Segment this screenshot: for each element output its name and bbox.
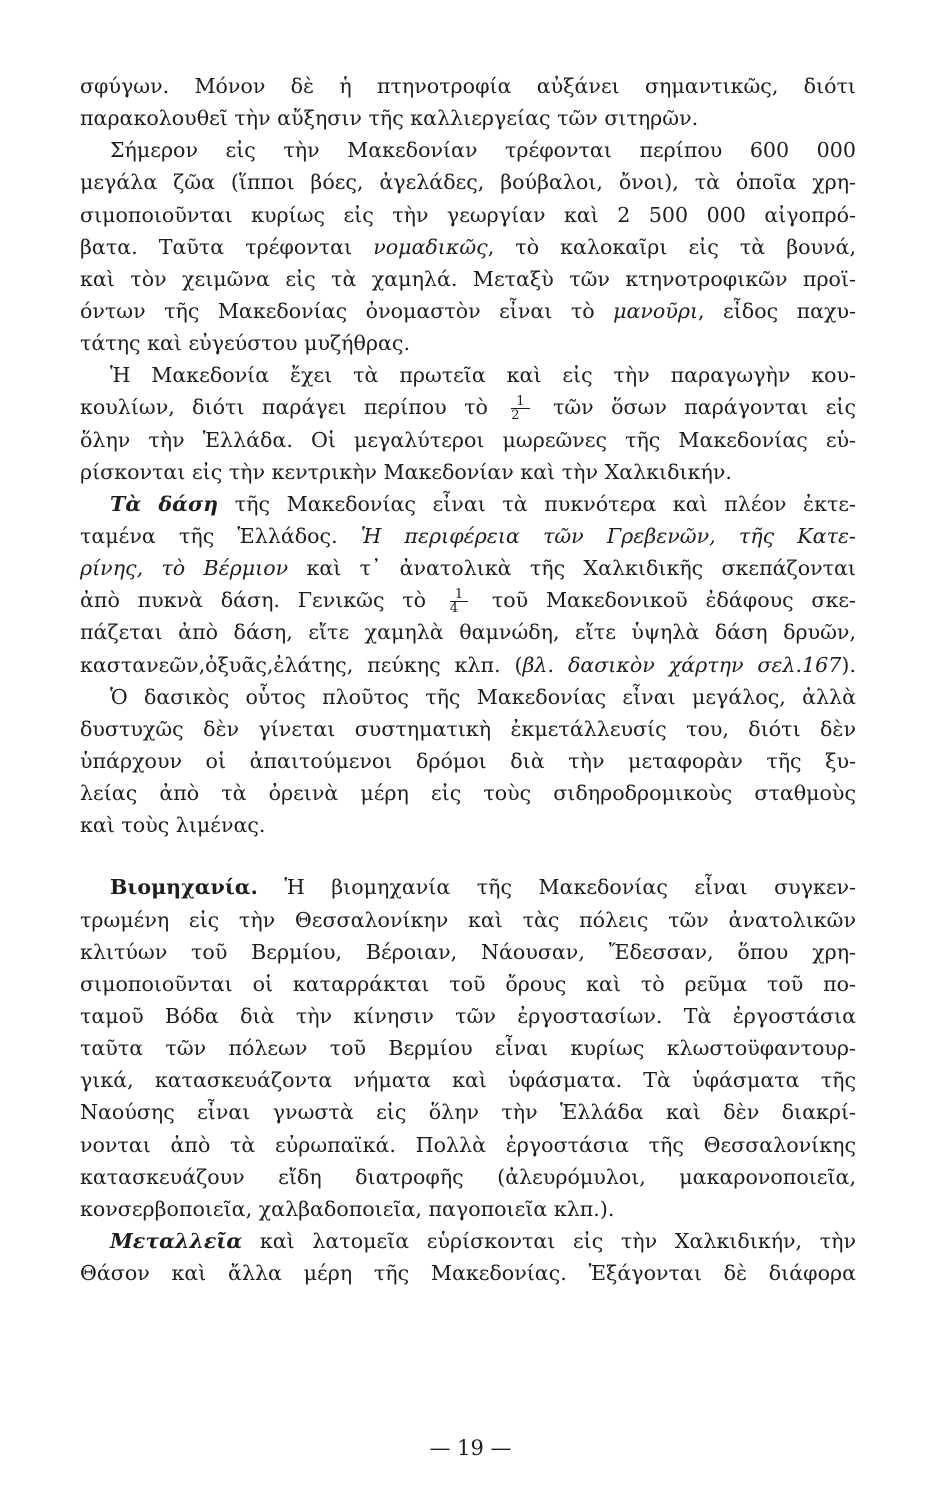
text-line: δυστυχῶς δὲν γίνεται συστηματικὴ ἐκμετάλλευσίς του, διότι δὲν xyxy=(80,716,856,741)
italic-term: μανοῦρι xyxy=(613,298,699,323)
text-line: καστανεῶν,ὀξυᾶς,ἐλάτης, πεύκης κλπ. (βλ. δασικὸν χάρτην σελ.167). xyxy=(80,652,856,677)
map-reference: βλ. δασικὸν χάρτην σελ.167 xyxy=(522,652,842,677)
text-line: πάζεται ἀπὸ δάση, εἴτε χαμηλὰ θαμνώδη, εἴτε ὑψηλὰ δάση δρυῶν, xyxy=(80,620,856,645)
text-line: Ἡ Μακεδονία ἔχει τὰ πρωτεῖα καὶ εἰς τὴν παραγωγὴν κου- xyxy=(110,363,856,388)
text-line: καὶ τοὺς λιμένας. xyxy=(80,813,266,838)
text-line: Σήμερον εἰς τὴν Μακεδονίαν τρέφονται περίπου 600 000 xyxy=(110,138,856,163)
section-heading-forests: Τὰ δάση xyxy=(110,491,219,516)
text-line: τάτης καὶ εὐγεύστου μυζήθρας. xyxy=(80,331,411,356)
text-line: κατασκευάζουν εἴδη διατροφῆς (ἀλευρόμυλοι, μακαρονοποιεῖα, xyxy=(80,1164,856,1189)
text-line: τρωμένη εἰς τὴν Θεσσαλονίκην καὶ τὰς πόλεις τῶν ἀνατολικῶν xyxy=(80,907,856,932)
text-line: σιμοποιοῦνται κυρίως εἰς τὴν γεωργίαν καὶ 2 500 000 αἰγοπρό- xyxy=(80,202,856,227)
text-line: Τὰ δάση τῆς Μακεδονίας εἶναι τὰ πυκνότερα καὶ πλέον ἐκτε- xyxy=(110,491,856,516)
italic-term: νομαδικῶς xyxy=(373,234,488,259)
text-line: ταμοῦ Βόδα διὰ τὴν κίνησιν τῶν ἐργοστασίων. Τὰ ἐργοστάσια xyxy=(80,1003,856,1028)
text-line: ἀπὸ πυκνὰ δάση. Γενικῶς τὸ $\frac{1}{4}$ τοῦ Μακεδονικοῦ ἐδάφους σκε- xyxy=(80,587,856,617)
body-text xyxy=(80,70,856,1289)
text-line: ρίνης, τὸ Βέρμιον καὶ τ᾽ ἀνατολικὰ τῆς Χαλκιδικῆς σκεπάζονται xyxy=(80,556,856,581)
text-line: ταμένα τῆς Ἑλλάδος. Ἡ περιφέρεια τῶν Γρεβενῶν, τῆς Κατε- xyxy=(80,523,856,548)
text-line: σιμοποιοῦνται οἱ καταρράκται τοῦ ὄρους καὶ τὸ ρεῦμα τοῦ πο- xyxy=(80,971,856,996)
text-line: Ὁ δασικὸς οὗτος πλοῦτος τῆς Μακεδονίας εἶναι μεγάλος, ἀλλὰ xyxy=(110,684,856,709)
text-line: ρίσκονται εἰς τὴν κεντρικὴν Μακεδονίαν καὶ τὴν Χαλκιδικήν. xyxy=(80,459,732,484)
fraction-one-quarter: $\frac{1}{4}$ xyxy=(450,588,468,615)
text-line: κουλίων, διότι παράγει περίπου τὸ $\frac{1}{2}$ τῶν ὅσων παράγονται εἰς xyxy=(80,394,856,424)
text-line: κονσερβοποιεῖα, χαλβαδοποιεῖα, παγοποιεῖα κλπ.). xyxy=(80,1196,615,1221)
text-line: κλιτύων τοῦ Βερμίου, Βέροιαν, Νάουσαν, Ἔδεσσαν, ὅπου χρη- xyxy=(80,939,856,964)
text-line: Θάσον καὶ ἄλλα μέρη τῆς Μακεδονίας. Ἐξάγονται δὲ διάφορα xyxy=(80,1261,856,1286)
text-line: όντων τῆς Μακεδονίας ὀνομαστὸν εἶναι τὸ μανοῦρι, εἶδος παχυ- xyxy=(80,298,856,323)
fraction-one-half: $\frac{1}{2}$ xyxy=(511,395,529,422)
page-number: — 19 — xyxy=(429,1436,512,1460)
text-line: ὅλην τὴν Ἑλλάδα. Οἱ μεγαλύτεροι μωρεῶνες τῆς Μακεδονίας εὑ- xyxy=(80,427,856,452)
text-line: λείας ἀπὸ τὰ ὀρεινὰ μέρη εἰς τοὺς σιδηροδρομικοὺς σταθμοὺς xyxy=(80,781,856,806)
text-line: ταῦτα τῶν πόλεων τοῦ Βερμίου εἶναι κυρίως κλωστοϋφαντουρ- xyxy=(80,1036,856,1061)
text-line: σφύγων. Μόνον δὲ ἡ πτηνοτροφία αὐξάνει σημαντικῶς, διότι xyxy=(80,74,856,98)
text-line: Βιομηχανία. Ἡ βιομηχανία τῆς Μακεδονίας εἶναι συγκεν- xyxy=(110,875,856,900)
text-line: μεγάλα ζῶα (ἵπποι βόες, ἀγελάδες, βούβαλοι, ὄνοι), τὰ ὁποῖα χρη- xyxy=(80,170,856,195)
text-line: παρακολουθεῖ τὴν αὔξησιν τῆς καλλιεργείας τῶν σιτηρῶν. xyxy=(80,106,699,131)
text-line: καὶ τὸν χειμῶνα εἰς τὰ χαμηλά. Μεταξὺ τῶν κτηνοτροφικῶν προϊ- xyxy=(80,266,856,291)
text-line: ὑπάρχουν οἱ ἀπαιτούμενοι δρόμοι διὰ τὴν μεταφορὰν τῆς ξυ- xyxy=(80,748,856,773)
section-heading-industry: Βιομηχανία. xyxy=(110,875,258,900)
text-line: Ναούσης εἶναι γνωστὰ εἰς ὅλην τὴν Ἑλλάδα καὶ δὲν διακρί- xyxy=(80,1100,856,1125)
text-line: γικά, κατασκευάζοντα νήματα καὶ ὑφάσματα. Τὰ ὑφάσματα τῆς xyxy=(80,1068,856,1093)
text-line: Μεταλλεῖα καὶ λατομεῖα εὑρίσκονται εἰς τὴν Χαλκιδικήν, τὴν xyxy=(110,1228,856,1253)
text-line: νονται ἀπὸ τὰ εὐρωπαϊκά. Πολλὰ ἐργοστάσια τῆς Θεσσαλονίκης xyxy=(80,1132,856,1157)
text-line: βατα. Ταῦτα τρέφονται νομαδικῶς, τὸ καλοκαῖρι εἰς τὰ βουνά, xyxy=(80,234,856,259)
section-heading-mines: Μεταλλεῖα xyxy=(110,1228,243,1253)
